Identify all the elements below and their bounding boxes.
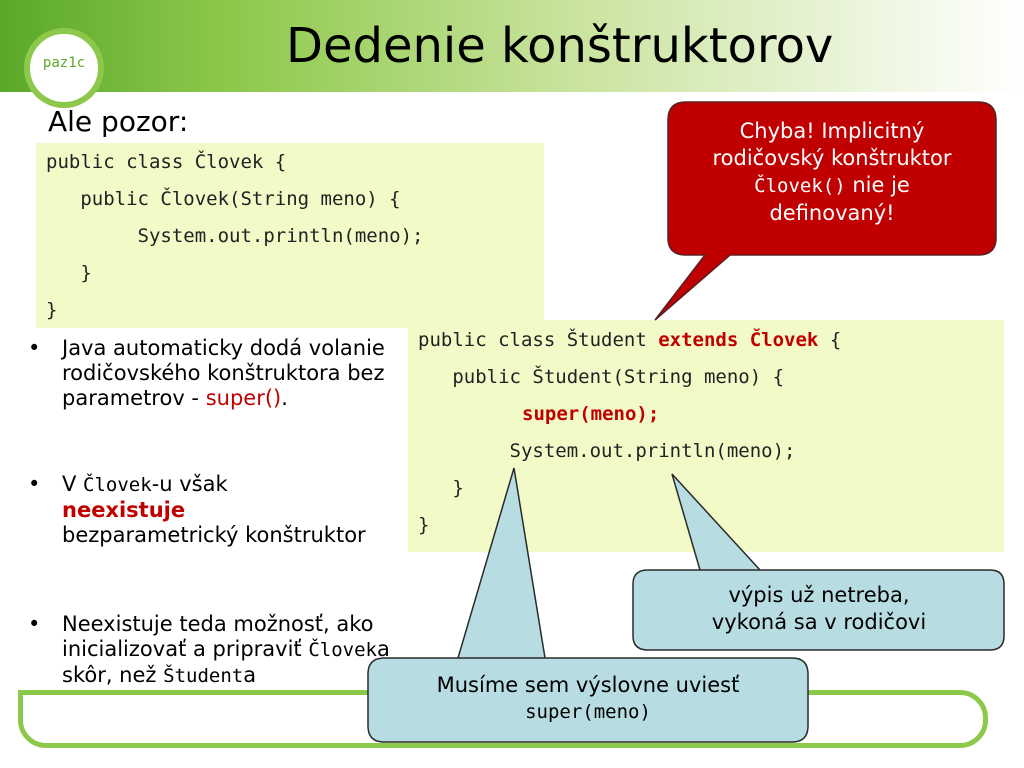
code-line: System.out.println(meno); <box>46 225 424 247</box>
callout-line: definovaný! <box>769 201 895 225</box>
slide-title: Dedenie konštruktorov <box>286 18 834 74</box>
callout-line: rodičovský konštruktor <box>712 146 952 170</box>
text: Neexistuje teda možnosť, ako inicializovať a pripraviť <box>62 612 374 661</box>
callout-line: výpis už netreba, <box>728 583 910 607</box>
super-red: super() <box>205 386 282 410</box>
callout-line: super(meno) <box>525 701 651 723</box>
code-line: } <box>418 514 430 536</box>
code-line: } <box>46 299 58 321</box>
super-call: super(meno); <box>522 403 660 425</box>
text: -u však <box>151 472 228 496</box>
callout-line: vykoná sa v rodičovi <box>711 610 927 634</box>
error-callout-text <box>670 118 994 227</box>
code-line: public Študent(String meno) { <box>418 366 785 388</box>
emphasis: neexistuje <box>62 498 186 522</box>
code-line: System.out.println(meno); <box>418 440 796 462</box>
class-name: Človek <box>83 474 152 496</box>
bullet-marker: • <box>28 336 41 360</box>
bullet-marker: • <box>28 612 41 636</box>
class-name: Študent <box>163 665 244 687</box>
callout-line: Chyba! Implicitný <box>739 119 925 143</box>
bullet-marker: • <box>28 472 41 496</box>
text: nie je <box>845 173 910 197</box>
constructor-name: Človek() <box>754 175 846 197</box>
callout-line: Musíme sem výslovne uviesť <box>436 673 740 697</box>
output-callout-text <box>635 582 1003 636</box>
class-name: Človek <box>308 639 377 661</box>
text: bezparametrický konštruktor <box>62 523 366 547</box>
text: a <box>243 663 257 687</box>
super-callout-text <box>370 672 806 726</box>
code-line: public class Človek { <box>46 151 287 173</box>
subheading: Ale pozor: <box>48 105 189 138</box>
code-text: public class Študent <box>418 329 659 351</box>
code-line: public Človek(String meno) { <box>46 188 401 210</box>
code-line: } <box>46 262 92 284</box>
extends-keyword: extends Človek <box>658 329 819 351</box>
text: a skôr, než <box>62 637 390 687</box>
code-text: { <box>818 329 842 351</box>
callout-line <box>670 172 994 200</box>
text: Java automaticky dodá volanie rodičovského konštruktora bez parametrov - <box>62 336 385 410</box>
text: V <box>62 472 84 496</box>
text: . <box>281 386 288 410</box>
logo-text: paz1c <box>42 55 86 71</box>
code-line: } <box>418 477 464 499</box>
